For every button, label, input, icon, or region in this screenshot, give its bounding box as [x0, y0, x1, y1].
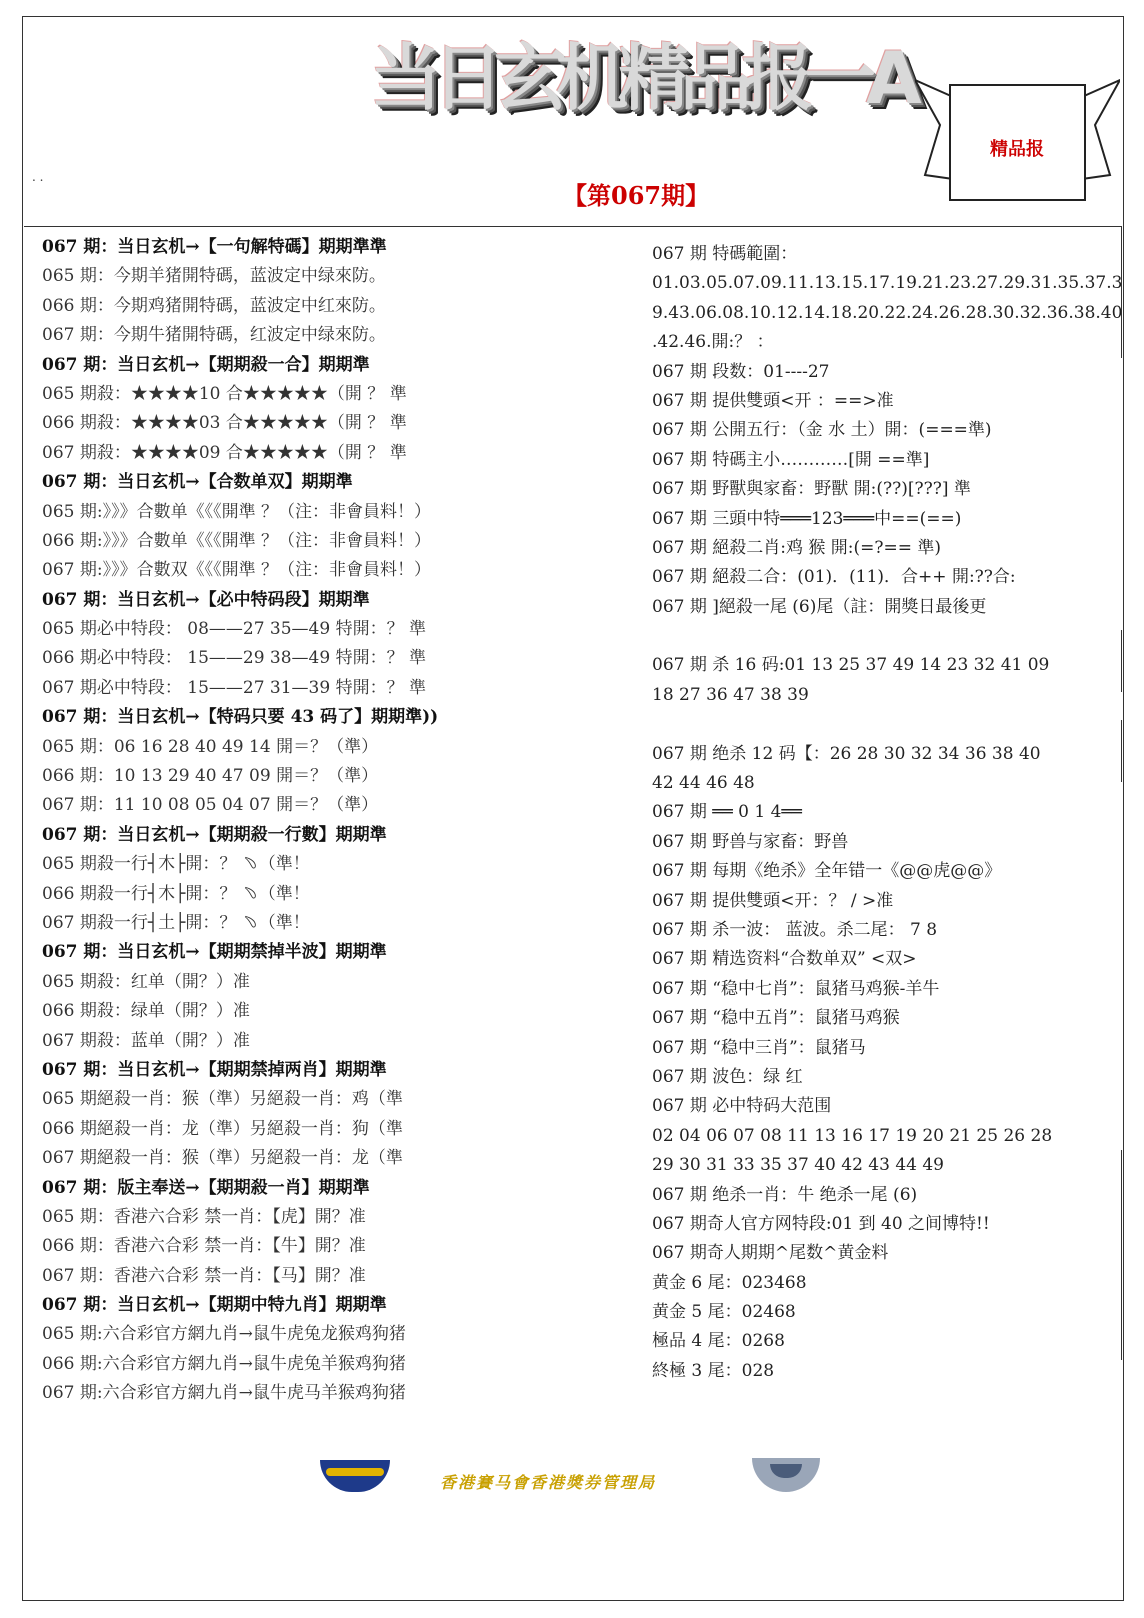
- data-line: 067 期 特碼範圍：: [652, 244, 798, 264]
- data-line: 067 期 杀一波： 蓝波。杀二尾： 7 8: [652, 919, 938, 940]
- left-column: [42, 233, 438, 1409]
- data-line: 065 期殺：★★★★10 合★★★★★（開 ？ 準: [42, 383, 407, 404]
- data-line: 067 期殺：★★★★09 合★★★★★（開 ？ 準: [42, 442, 407, 463]
- data-line: 067 期 野獸與家畜：野獸 開:(??)[???] 準: [652, 479, 971, 500]
- data-line: 黄金 6 尾：023468: [652, 1272, 807, 1293]
- data-line: 067 期：11 10 08 05 04 07 開＝？（準）: [42, 795, 379, 816]
- data-line: 067 期 提供雙頭<开：？ / >准: [652, 890, 894, 911]
- data-line: 067 期 杀 16 码:01 13 25 37 49 14 23 32 41 09: [652, 655, 1050, 676]
- data-line: 067 期:六合彩官方網九肖→鼠牛虎马羊猴鸡狗猪: [42, 1383, 406, 1404]
- data-line: 067 期 公開五行：（金 水 土）開：(===準): [652, 420, 992, 441]
- data-line: 067 期 “稳中五肖”：鼠猪马鸡猴: [652, 1008, 900, 1029]
- data-line: 066 期殺：★★★★03 合★★★★★（開 ？ 準: [42, 413, 407, 434]
- data-line: 065 期殺一行┤木├開：？ ﹆（準！: [42, 854, 310, 875]
- section-heading: 067 期：版主奉送→【期期殺一肖】期期準: [42, 1177, 370, 1198]
- data-line: 067 期 绝杀一肖：牛 绝杀一尾 (6): [652, 1184, 918, 1205]
- data-line: 065 期：今期羊猪開特碼，蓝波定中绿來防。: [42, 266, 386, 287]
- data-line: 065 期：06 16 28 40 49 14 開＝？（準）: [42, 736, 379, 757]
- spacer: [652, 710, 1122, 739]
- data-line: 067 期奇人期期^尾数^黄金料: [652, 1243, 889, 1264]
- data-line: 066 期殺：绿单（開？）准: [42, 1001, 250, 1022]
- section-heading: 067 期：当日玄机→【期期禁掉半波】期期準: [42, 942, 387, 963]
- data-line: 067 期 波色：绿 红: [652, 1066, 803, 1087]
- data-line: 067 期 “稳中七肖”：鼠猪马鸡猴-羊牛: [652, 978, 940, 999]
- data-line: 065 期:》》》合數单《《《開準 ？（注：非會員料！）: [42, 501, 431, 522]
- section-heading: 067 期：当日玄机→【期期殺一合】期期準: [42, 354, 370, 375]
- data-line: 01.03.05.07.09.11.13.15.17.19.21.23.27.29.31.35.37.3: [652, 273, 1123, 294]
- data-line: 黄金 5 尾：02468: [652, 1302, 796, 1323]
- data-line: 29 30 31 33 35 37 40 42 43 44 49: [652, 1155, 944, 1176]
- data-line: 終極 3 尾：028: [652, 1360, 775, 1381]
- data-line: 067 期：今期牛猪開特碼，红波定中绿來防。: [42, 325, 386, 346]
- data-line: 9.43.06.08.10.12.14.18.20.22.24.26.28.30.32.36.38.40: [652, 302, 1123, 323]
- data-line: 066 期:六合彩官方網九肖→鼠牛虎兔羊猴鸡狗猪: [42, 1353, 406, 1374]
- badge-text: 精品报: [990, 139, 1044, 160]
- data-line: 18 27 36 47 38 39: [652, 684, 809, 705]
- data-line: 066 期絕殺一肖：龙（準）另絕殺一肖：狗（準: [42, 1118, 403, 1139]
- ribbon-banner: [915, 65, 1120, 230]
- spacer: [652, 622, 1122, 651]
- section-heading: 067 期：当日玄机→【期期禁掉两肖】期期準: [42, 1059, 387, 1080]
- data-line: 067 期 每期《绝杀》全年错一《@@虎@@》: [652, 861, 1002, 882]
- data-line: 067 期 “稳中三肖”：鼠猪马: [652, 1037, 866, 1058]
- data-line: 067 期 三頭中特═══123═══中==(==): [652, 508, 962, 529]
- data-line: 02 04 06 07 08 11 13 16 17 19 20 21 25 26 28: [652, 1125, 1053, 1146]
- data-line: 066 期：香港六合彩 禁一肖：【牛】開？准: [42, 1236, 366, 1257]
- data-line: 067 期殺一行┤土├開：？ ﹆（準！: [42, 912, 310, 933]
- section-heading: 067 期：当日玄机→【合数单双】期期準: [42, 472, 353, 493]
- section-heading: 067 期：当日玄机→【一句解特碼】期期準準: [42, 237, 387, 257]
- data-line: 067 期絕殺一肖：猴（準）另絕殺一肖：龙（準: [42, 1148, 403, 1169]
- dots-mark: . .: [32, 170, 44, 184]
- data-line: 066 期必中特段： 15——29 38—49 特開：？ 準: [42, 648, 426, 669]
- data-line: 067 期奇人官方网特段:01 到 40 之间博特!!: [652, 1213, 990, 1234]
- data-line: 065 期:六合彩官方網九肖→鼠牛虎兔龙猴鸡狗猪: [42, 1324, 406, 1345]
- section-heading: 067 期：当日玄机→【特码只要 43 码了】期期準)): [42, 707, 439, 728]
- data-line: 067 期 絕殺二肖:鸡 猴 開:(=?== 準): [652, 537, 942, 558]
- data-line: 067 期：香港六合彩 禁一肖：【马】開？准: [42, 1265, 366, 1286]
- data-line: 42 44 46 48: [652, 773, 755, 794]
- data-line: 067 期殺：蓝单（開？）准: [42, 1030, 250, 1051]
- data-line: 065 期必中特段： 08——27 35—49 特開：？ 準: [42, 619, 426, 640]
- section-heading: 067 期：当日玄机→【必中特码段】期期準: [42, 589, 370, 610]
- section-heading: 067 期：当日玄机→【期期中特九肖】期期準: [42, 1295, 387, 1316]
- data-line: .42.46.開:？ ：: [652, 332, 774, 353]
- data-line: 067 期 特碼主小…………[開 ==準]: [652, 449, 930, 470]
- right-column: [652, 240, 1122, 1386]
- data-line: 065 期絕殺一肖：猴（準）另絕殺一肖：鸡（準: [42, 1089, 403, 1110]
- page-title: 当日玄机精品报一A: [370, 36, 912, 120]
- footer-text: 香港賽马會香港獎券管理局: [440, 1473, 657, 1492]
- data-line: 067 期 精选资料“合数单双” <双>: [652, 949, 917, 970]
- data-line: 067 期:》》》合數双《《《開準 ？（注：非會員料！）: [42, 560, 431, 581]
- data-line: 065 期殺：红单（開？）准: [42, 971, 250, 992]
- data-line: 066 期:》》》合數单《《《開準 ？（注：非會員料！）: [42, 530, 431, 551]
- data-line: 067 期 提供雙頭<开 ：==>准: [652, 390, 894, 411]
- data-line: 067 期 段数：01----27: [652, 361, 830, 382]
- data-line: 067 期 ══ 0 1 4══: [652, 802, 802, 823]
- data-line: 極品 4 尾：0268: [652, 1331, 785, 1352]
- data-line: 067 期必中特段： 15——27 31—39 特開：？ 準: [42, 677, 426, 698]
- section-heading: 067 期：当日玄机→【期期殺一行數】期期準: [42, 824, 387, 845]
- header-divider: [24, 226, 1122, 227]
- data-line: 066 期殺一行┤木├開：？ ﹆（準！: [42, 883, 310, 904]
- data-line: 067 期 必中特码大范围: [652, 1096, 832, 1117]
- issue-number: 【第067期】: [563, 181, 710, 210]
- data-line: 066 期：10 13 29 40 47 09 開＝？（準）: [42, 766, 379, 787]
- data-line: 067 期 绝杀 12 码【：26 28 30 32 34 36 38 40: [652, 743, 1041, 764]
- data-line: 065 期：香港六合彩 禁一肖：【虎】開？准: [42, 1206, 366, 1227]
- data-line: 067 期 野兽与家畜：野兽: [652, 831, 849, 852]
- data-line: 067 期 絕殺二合：(01)．(11)．合++ 開:??合:: [652, 567, 1016, 588]
- data-line: 066 期：今期鸡猪開特碼，蓝波定中红來防。: [42, 295, 386, 316]
- data-line: 067 期 ]絕殺一尾 (6)尾（註：開獎日最後更: [652, 596, 987, 617]
